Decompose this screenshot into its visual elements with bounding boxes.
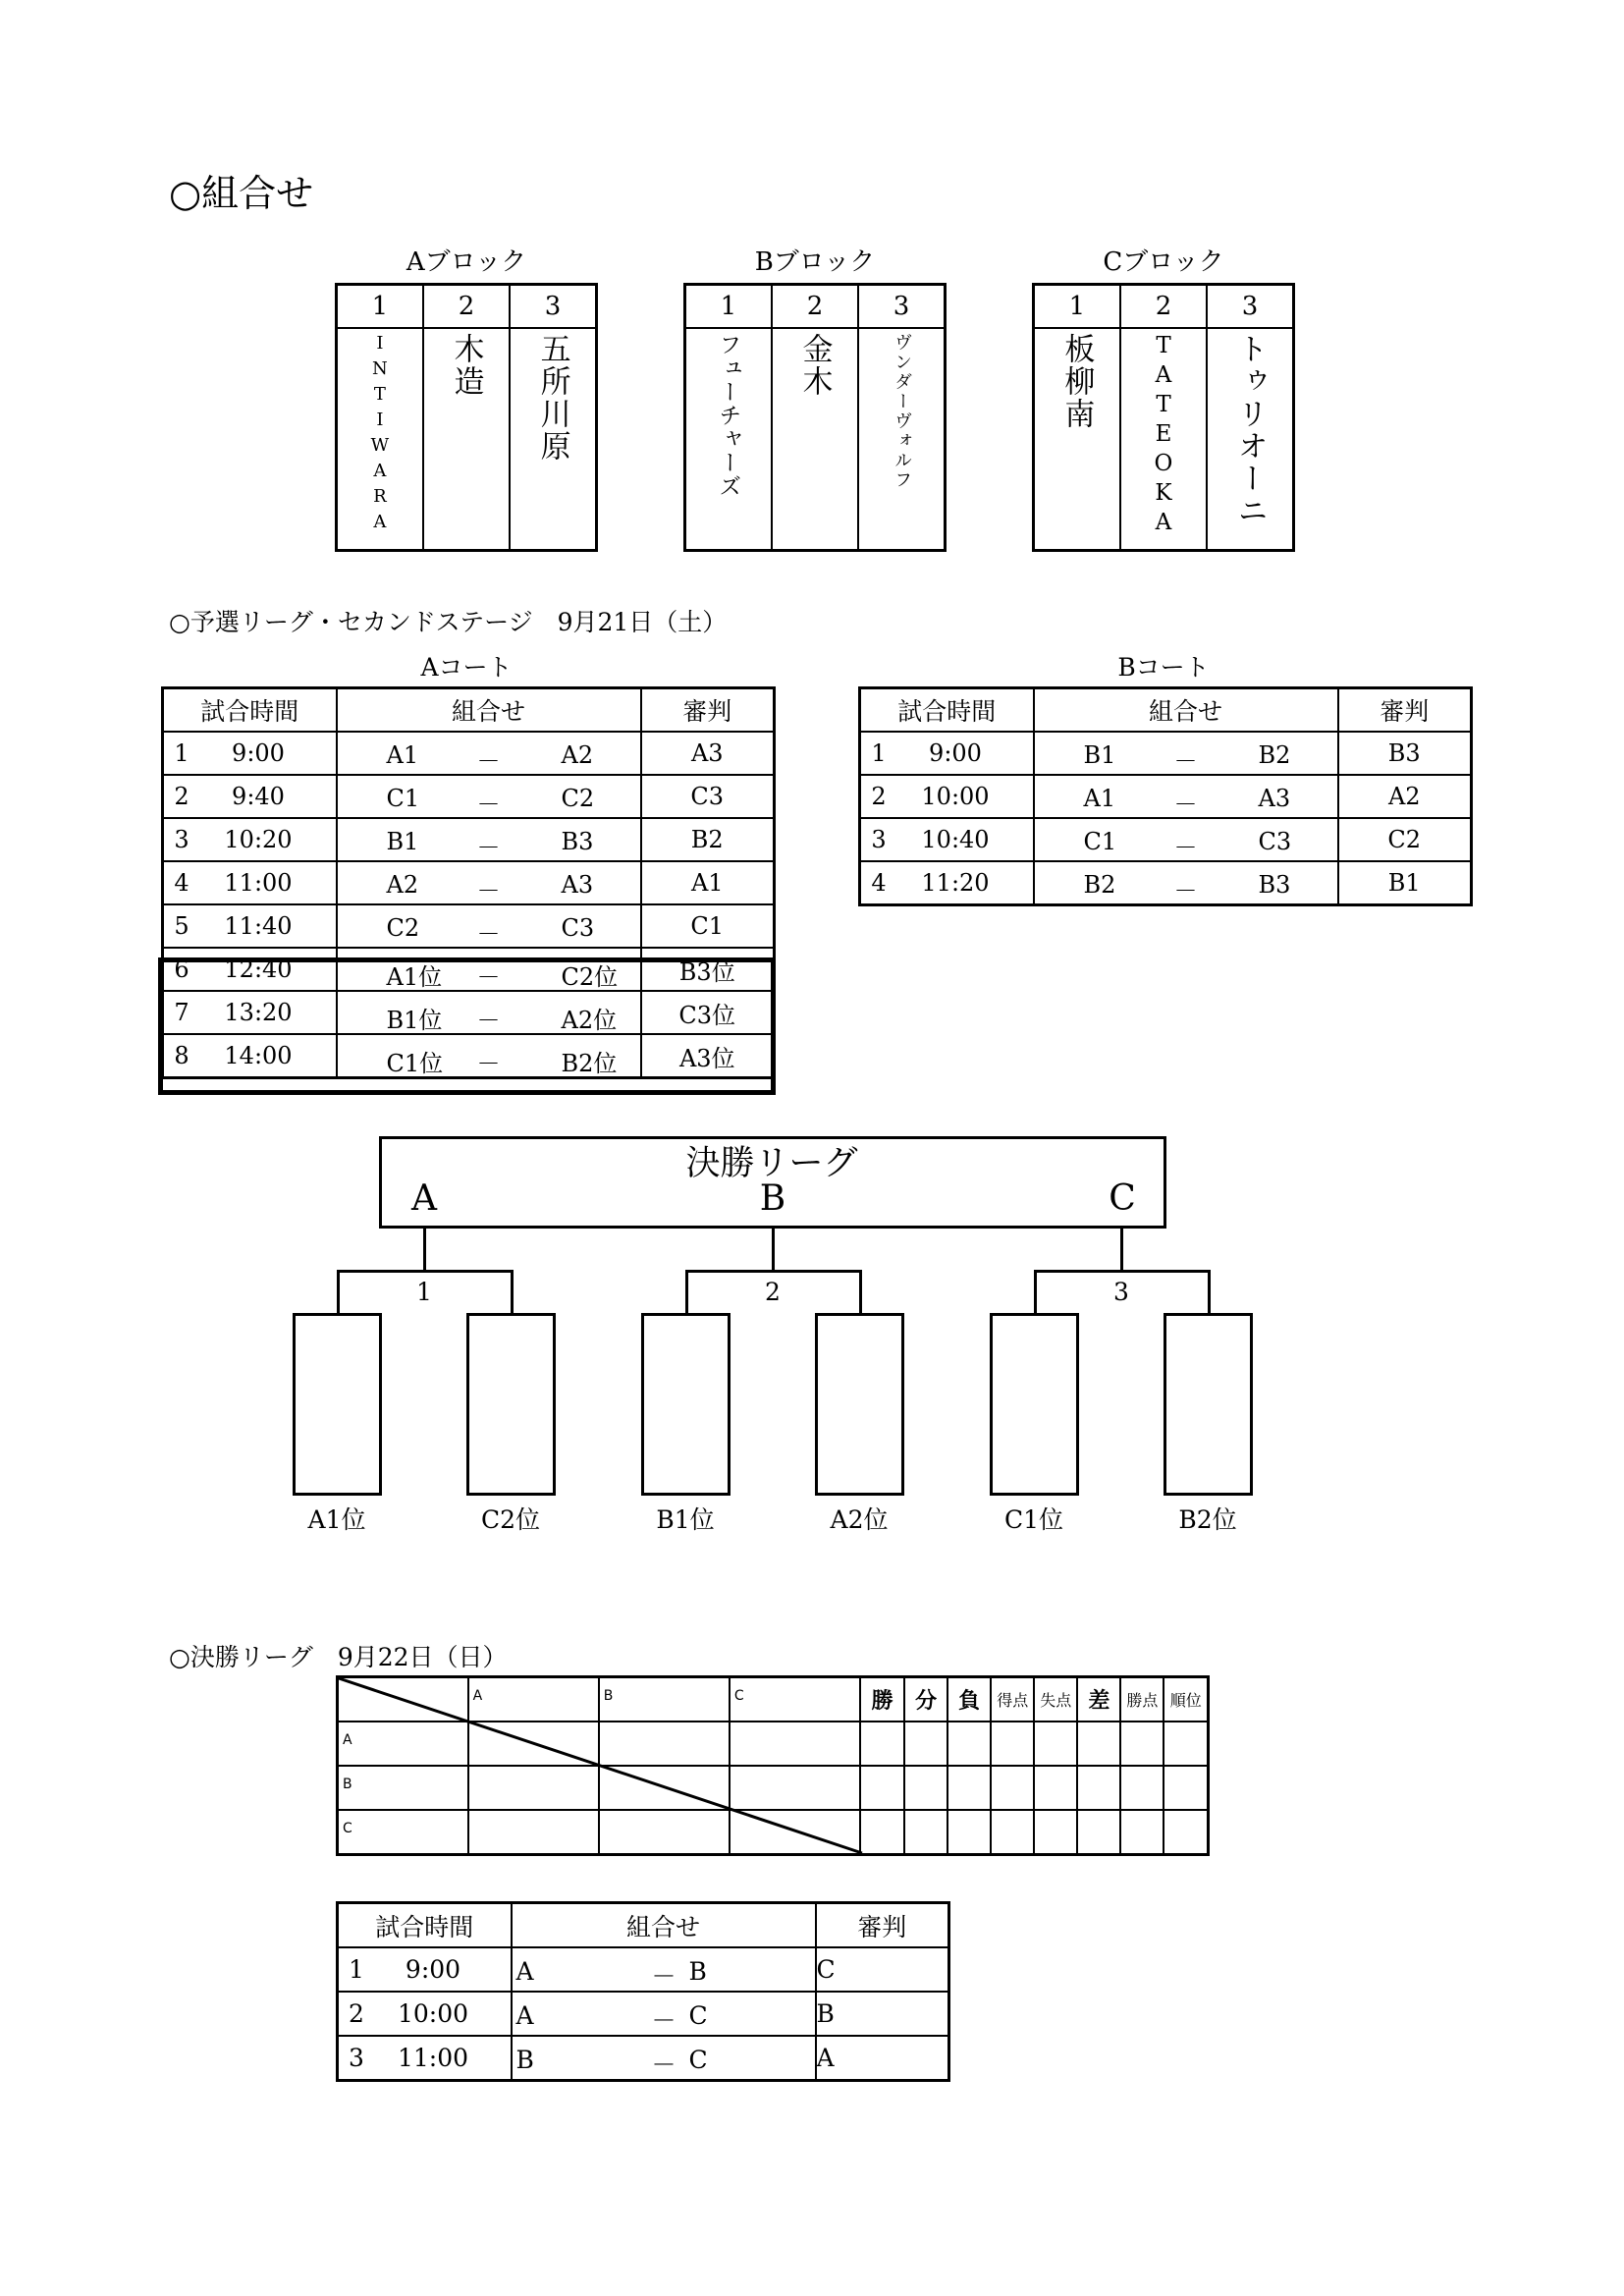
result-box	[990, 1313, 1079, 1496]
home-team: B	[515, 2046, 534, 2074]
bracket-line	[772, 1229, 775, 1272]
bracket-line	[511, 1270, 514, 1314]
page-heading: ○組合せ	[169, 172, 314, 215]
bracket-group-label: C	[1109, 1178, 1136, 1219]
header-ref: 審判	[641, 688, 775, 733]
league-diagonal	[336, 1675, 866, 1856]
slot-label: C1位	[1003, 1505, 1064, 1534]
block-title: Bブロック	[754, 247, 876, 277]
result-box	[815, 1313, 904, 1496]
match-dash: －	[476, 1050, 501, 1077]
header-match: 組合せ	[512, 1903, 816, 1948]
slot-label: B1位	[656, 1505, 715, 1534]
bracket-line	[1208, 1270, 1211, 1314]
block-table	[683, 283, 947, 552]
match-dash: －	[476, 834, 501, 861]
referee: C1	[641, 904, 775, 948]
bracket-line	[685, 1270, 862, 1273]
schedule-row	[860, 732, 1472, 775]
league-col-team: C	[733, 1688, 744, 1704]
schedule-row	[338, 1992, 949, 2036]
away-team: A2位	[561, 1007, 618, 1034]
match-number: 7	[174, 999, 189, 1026]
referee: B1	[1338, 861, 1472, 905]
team-name: 五所川原	[534, 333, 570, 463]
away-team: C2位	[561, 963, 619, 991]
match-number: 3	[349, 2044, 364, 2072]
match-number: 8	[174, 1042, 189, 1069]
referee: B3位	[641, 948, 775, 991]
match-number: 3	[871, 826, 887, 853]
match-time: 10:40	[921, 826, 990, 853]
header-match: 組合せ	[1034, 688, 1338, 733]
referee: C2	[1338, 818, 1472, 861]
match-number: 5	[174, 912, 189, 940]
team-name: 金木	[796, 333, 833, 398]
match-dash: －	[476, 963, 501, 991]
match-number: 1	[174, 739, 189, 767]
final-round-highlight	[158, 957, 776, 1095]
block-table	[335, 283, 598, 552]
home-team: C1	[1083, 828, 1117, 855]
bracket-line	[337, 1270, 340, 1314]
home-team: A1	[386, 741, 419, 769]
away-team: C3	[561, 914, 595, 942]
schedule-row	[860, 861, 1472, 905]
referee: C3位	[641, 991, 775, 1034]
bracket-line	[423, 1229, 426, 1272]
bracket-title: 決勝リーグ	[685, 1144, 858, 1183]
final-section-title: ○決勝リーグ 9月22日（日）	[169, 1643, 508, 1671]
match-number: 6	[174, 956, 189, 983]
stat-header: 勝点	[1120, 1677, 1164, 1722]
league-row-team: A	[343, 1732, 352, 1748]
away-team: C2	[561, 785, 595, 812]
match-time: 14:00	[224, 1042, 293, 1069]
result-box	[641, 1313, 731, 1496]
match-dash: －	[651, 2006, 677, 2035]
match-dash: －	[651, 2050, 677, 2079]
team-name: トゥリオーニ	[1231, 333, 1268, 527]
home-team: B1位	[386, 1007, 443, 1034]
header-ref: 審判	[1338, 688, 1472, 733]
match-time: 11:00	[224, 869, 293, 897]
home-team: B2	[1083, 871, 1116, 899]
result-box	[293, 1313, 382, 1496]
referee: B2	[641, 818, 775, 861]
away-team: C	[688, 2001, 708, 2030]
stat-header: 失点	[1034, 1677, 1077, 1722]
slot-number: 2	[1120, 285, 1207, 329]
schedule-row	[163, 818, 775, 861]
match-number: 2	[871, 783, 887, 810]
stat-header: 分	[904, 1677, 947, 1722]
home-team: B1	[386, 828, 419, 855]
result-box	[466, 1313, 556, 1496]
referee: A1	[641, 861, 775, 904]
team-name: フューチャーズ	[715, 333, 741, 498]
bracket-line	[859, 1270, 862, 1314]
bracket-group-label: A	[411, 1178, 437, 1219]
away-team: A3	[1258, 785, 1291, 812]
schedule-row	[163, 775, 775, 818]
referee: A2	[1338, 775, 1472, 818]
match-time: 9:40	[232, 783, 285, 810]
match-time: 10:00	[397, 1999, 469, 2028]
match-time: 11:40	[224, 912, 293, 940]
match-time: 12:40	[224, 956, 293, 983]
team-name: 木造	[448, 333, 484, 398]
league-col-team: A	[472, 1688, 483, 1704]
home-team: C2	[386, 914, 420, 942]
league-col-team: B	[603, 1688, 614, 1704]
match-time: 11:00	[397, 2044, 469, 2072]
match-dash: －	[1173, 747, 1198, 775]
bracket-group-label: B	[759, 1178, 786, 1219]
header-ref: 審判	[816, 1903, 949, 1948]
schedule-row	[338, 1947, 949, 1992]
header-time: 試合時間	[860, 688, 1034, 733]
slot-label: C2位	[480, 1505, 541, 1534]
bracket-line	[1034, 1270, 1211, 1273]
block-table	[1032, 283, 1295, 552]
slot-number: 2	[423, 285, 510, 329]
match-time: 9:00	[405, 1955, 461, 1984]
referee: A3	[641, 732, 775, 775]
match-number: 2	[349, 1999, 364, 2028]
match-dash: －	[476, 1007, 501, 1034]
away-team: C	[688, 2046, 708, 2074]
schedule-row	[163, 904, 775, 948]
court-a-label: Aコート	[420, 653, 513, 682]
bracket-match-number: 1	[416, 1278, 432, 1306]
slot-number: 3	[858, 285, 945, 329]
away-team: B2位	[561, 1050, 618, 1077]
away-team: B	[688, 1957, 707, 1986]
away-team: B3	[1258, 871, 1291, 899]
stat-header: 順位	[1164, 1677, 1208, 1722]
schedule-row	[860, 775, 1472, 818]
referee: B3	[1338, 732, 1472, 775]
away-team: C3	[1258, 828, 1292, 855]
bracket-match-number: 3	[1113, 1278, 1129, 1306]
bracket-line	[1034, 1270, 1037, 1314]
match-number: 2	[174, 783, 189, 810]
stat-header: 負	[947, 1677, 991, 1722]
match-dash: －	[1173, 877, 1198, 904]
match-number: 1	[871, 739, 887, 767]
home-team: C1	[386, 785, 420, 812]
bracket-line	[1120, 1229, 1123, 1272]
schedule-row	[338, 2036, 949, 2081]
slot-label: A1位	[307, 1505, 366, 1534]
league-row-team: C	[343, 1821, 352, 1836]
team-name: 板柳南	[1058, 333, 1095, 430]
block-title: Aブロック	[406, 247, 527, 277]
schedule-row	[163, 861, 775, 904]
slot-label: A2位	[830, 1505, 889, 1534]
home-team: A1位	[386, 963, 443, 991]
match-time: 10:20	[224, 826, 293, 853]
stat-header: 得点	[991, 1677, 1034, 1722]
match-number: 3	[174, 826, 189, 853]
slot-number: 1	[1034, 285, 1120, 329]
schedule-row	[163, 732, 775, 775]
match-dash: －	[651, 1962, 677, 1991]
away-team: A2	[561, 741, 594, 769]
header-time: 試合時間	[338, 1903, 512, 1948]
bracket-match-number: 2	[765, 1278, 781, 1306]
slot-number: 1	[685, 285, 772, 329]
header-time: 試合時間	[163, 688, 337, 733]
bracket-line	[685, 1270, 688, 1314]
referee: C	[816, 1947, 949, 1992]
match-time: 13:20	[224, 999, 293, 1026]
team-name: TATEOKA	[1150, 333, 1176, 539]
away-team: B2	[1258, 741, 1291, 769]
schedule-row	[860, 818, 1472, 861]
home-team: B1	[1083, 741, 1116, 769]
stat-header: 差	[1077, 1677, 1120, 1722]
match-number: 4	[871, 869, 887, 897]
match-time: 11:20	[921, 869, 990, 897]
match-time: 9:00	[232, 739, 285, 767]
court-b-label: Bコート	[1117, 653, 1210, 682]
block-title: Cブロック	[1103, 247, 1224, 277]
team-name: ヴンダーヴォルフ	[892, 333, 913, 490]
match-time: 10:00	[921, 783, 990, 810]
final-schedule	[336, 1901, 950, 2082]
home-team: A2	[386, 871, 419, 899]
home-team: A	[515, 1957, 534, 1986]
header-match: 組合せ	[337, 688, 641, 733]
slot-number: 3	[1207, 285, 1293, 329]
away-team: A3	[561, 871, 594, 899]
court-b-schedule	[858, 686, 1473, 906]
result-box	[1164, 1313, 1253, 1496]
home-team: A	[515, 2001, 534, 2030]
home-team: C1位	[386, 1050, 444, 1077]
stat-header: 勝	[860, 1677, 904, 1722]
league-row-team: B	[343, 1777, 352, 1792]
slot-number: 3	[510, 285, 596, 329]
prelim-section-title: ○予選リーグ・セカンドステージ 9月21日（土）	[169, 608, 728, 636]
match-number: 1	[349, 1955, 364, 1984]
home-team: A1	[1083, 785, 1116, 812]
match-dash: －	[476, 791, 501, 818]
referee: C3	[641, 775, 775, 818]
match-dash: －	[1173, 834, 1198, 861]
bracket-line	[337, 1270, 514, 1273]
match-dash: －	[476, 877, 501, 904]
match-time: 9:00	[929, 739, 982, 767]
referee: B	[816, 1992, 949, 2036]
slot-number: 2	[772, 285, 858, 329]
slot-label: B2位	[1178, 1505, 1237, 1534]
slot-number: 1	[337, 285, 423, 329]
team-name: INTIWARA	[369, 333, 391, 537]
match-number: 4	[174, 869, 189, 897]
referee: A3位	[641, 1034, 775, 1078]
match-dash: －	[1173, 791, 1198, 818]
match-dash: －	[476, 747, 501, 775]
referee: A	[816, 2036, 949, 2081]
match-dash: －	[476, 920, 501, 948]
away-team: B3	[561, 828, 594, 855]
